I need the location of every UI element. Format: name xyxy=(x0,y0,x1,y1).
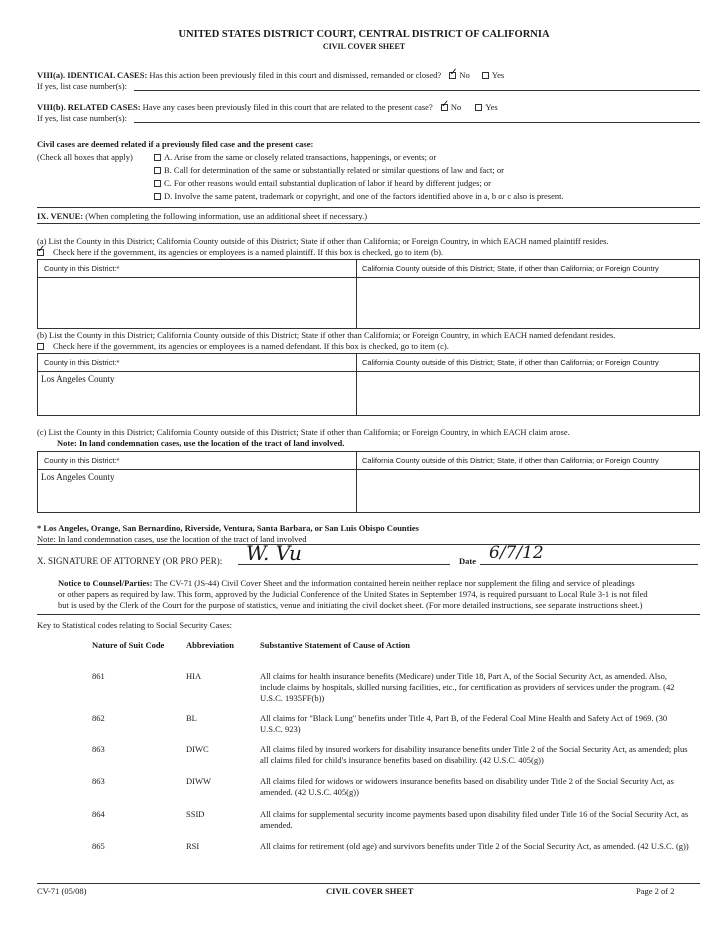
county-header: County in this District:* xyxy=(44,358,120,367)
related-cases-row xyxy=(37,102,498,112)
option-b-checkbox[interactable] xyxy=(154,167,161,174)
related-option-a: A. Arise from the same or closely related transactions, happenings, or events; or xyxy=(154,152,436,162)
venue-a-instructions: (a) List the County in this District; California County outside of this District; State if other than California; or Foreign Country, in which EACH named plaintiff resides. xyxy=(37,236,609,246)
option-d-checkbox[interactable] xyxy=(154,193,161,200)
venue-b-gov-row: Check here if the government, its agencies or employees is a named defendant. If this box is checked, go to item (c). xyxy=(37,341,449,351)
row-code: 863 xyxy=(92,744,105,754)
identical-no-label: No xyxy=(459,70,470,80)
venue-note: (When completing the following information, use an additional sheet if necessary.) xyxy=(85,211,368,221)
row-code: 864 xyxy=(92,809,105,819)
row-abbr: DIWC xyxy=(186,744,209,754)
related-no-checkbox[interactable] xyxy=(441,104,448,111)
identical-no-checkbox[interactable] xyxy=(449,72,456,79)
row-statement: All claims for health insurance benefits (Medicare) under Title 18, Part A, of the Social Security Act, as amended. Also, include claims by hospitals, skilled nursing facilities, etc., for certification as providers of services under the program. (42 U.S.C. 1935FF(b)) xyxy=(260,671,675,703)
col-header-statement: Substantive Statement of Cause of Action xyxy=(260,640,410,650)
outside-county-header: California County outside of this District; State, if other than California; or Foreign Country xyxy=(362,358,659,367)
row-code: 861 xyxy=(92,671,105,681)
related-yes-checkbox[interactable] xyxy=(475,104,482,111)
stats-key: Key to Statistical codes relating to Social Security Cases: xyxy=(37,620,232,630)
notice-line-3: but is used by the Clerk of the Court for the purpose of statistics, venue and initiating the civil docket sheet. (For more detailed instructions, see separate instructions sheet.) xyxy=(58,600,643,610)
related-option-d: D. Involve the same patent, trademark or copyright, and one of the factors identified above in a, b or c also is present. xyxy=(154,191,564,201)
row-abbr: HIA xyxy=(186,671,202,681)
venue-heading: IX. VENUE: xyxy=(37,211,84,221)
row-statement: All claims for retirement (old age) and survivors benefits under Title 2 of the Social Security Act, as amended. (42 U.S.C. (g)) xyxy=(260,841,689,851)
venue-b-instructions: (b) List the County in this District; California County outside of this District; State if other than California; or Foreign Country, in which EACH named defendant resides. xyxy=(37,330,616,340)
related-option-b: B. Call for determination of the same or substantially related or similar questions of law and fact; or xyxy=(154,165,504,175)
identical-yes-checkbox[interactable] xyxy=(482,72,489,79)
footer-page-number: Page 2 of 2 xyxy=(636,886,675,896)
related-case-number-field[interactable] xyxy=(134,122,700,123)
row-code: 862 xyxy=(92,713,105,723)
related-case-number-label: If yes, list case number(s): xyxy=(37,113,127,123)
row-abbr: RSI xyxy=(186,841,200,851)
related-yes-label: Yes xyxy=(485,102,498,112)
footer-form-number: CV-71 (05/08) xyxy=(37,886,87,896)
identical-cases-label: VIII(a). IDENTICAL CASES: xyxy=(37,70,148,80)
defendant-county-field[interactable]: Los Angeles County xyxy=(41,374,115,384)
divider xyxy=(37,544,700,545)
land-condemnation-note: Note: In land condemnation cases, use the location of the tract of land involved xyxy=(37,534,307,544)
row-abbr: DIWW xyxy=(186,776,212,786)
footer-divider xyxy=(37,883,700,884)
col-header-abbr: Abbreviation xyxy=(186,640,235,650)
identical-case-number-field[interactable] xyxy=(134,90,700,91)
gov-plaintiff-checkbox[interactable] xyxy=(37,249,44,256)
outside-county-header: California County outside of this District; State, if other than California; or Foreign Country xyxy=(362,264,659,273)
claim-county-field[interactable]: Los Angeles County xyxy=(41,472,115,482)
divider xyxy=(37,207,700,208)
notice-line-2: or other papers as required by law. This form, approved by the Judicial Conference of the United States in September 1974, is required pursuant to Local Rule 3-1 is not filed xyxy=(58,589,648,599)
counties-footnote: * Los Angeles, Orange, San Bernardino, Riverside, Ventura, Santa Barbara, or San Luis Obispo Counties xyxy=(37,523,419,533)
row-statement: All claims filed for widows or widowers insurance benefits based on disability under Title 2 of the Social Security Act, as amended. (42 U.S.C. 405(g)) xyxy=(260,776,674,797)
row-statement: All claims for "Black Lung" benefits under Title 4, Part B, of the Federal Coal Mine Health and Safety Act of 1969. (30 U.S.C. 923) xyxy=(260,713,668,734)
footer-title: CIVIL COVER SHEET xyxy=(326,886,414,896)
related-option-c: C. For other reasons would entail substantial duplication of labor if heard by different judges; or xyxy=(154,178,491,188)
court-title: UNITED STATES DISTRICT COURT, CENTRAL DISTRICT OF CALIFORNIA xyxy=(178,29,550,40)
signature-label: X. SIGNATURE OF ATTORNEY (OR PRO PER): xyxy=(37,556,223,566)
identical-cases-row xyxy=(37,70,504,80)
divider xyxy=(37,614,700,615)
divider xyxy=(37,223,700,224)
identical-case-number-label: If yes, list case number(s): xyxy=(37,81,127,91)
row-statement: All claims filed by insured workers for disability insurance benefits under Title 2 of the Social Security Act, as amended; plus all claims filed for child's insurance benefits based on disability. (42 U.S.C. 405(g)) xyxy=(260,744,688,765)
attorney-signature[interactable]: W. Vu xyxy=(246,541,302,565)
county-header: County in this District:* xyxy=(44,264,120,273)
notice-line-1: Notice to Counsel/Parties: The CV-71 (JS-44) Civil Cover Sheet and the information contained herein neither replace nor supplement the filing and service of pleadings xyxy=(58,578,635,588)
related-cases-question: Have any cases been previously filed in this court that are related to the present case? xyxy=(142,102,433,112)
venue-c-table xyxy=(37,451,700,513)
row-code: 863 xyxy=(92,776,105,786)
date-label: Date xyxy=(459,556,476,566)
row-abbr: BL xyxy=(186,713,197,723)
gov-defendant-checkbox[interactable] xyxy=(37,343,44,350)
venue-a-gov-row: ✓Check here if the government, its agencies or employees is a named plaintiff. If this box is checked, go to item (b). xyxy=(37,247,443,257)
related-criteria-heading: Civil cases are deemed related if a previously filed case and the present case: xyxy=(37,139,314,149)
date-line xyxy=(480,564,698,565)
identical-yes-label: Yes xyxy=(491,70,505,80)
related-cases-label: VIII(b). RELATED CASES: xyxy=(37,102,141,112)
signature-date[interactable]: 6/7/12 xyxy=(489,543,544,563)
county-header: County in this District:* xyxy=(44,456,120,465)
venue-c-note: Note: In land condemnation cases, use the location of the tract of land involved. xyxy=(57,438,345,448)
venue-c-instructions: (c) List the County in this District; California County outside of this District; State if other than California; or Foreign Country, in which EACH claim arose. xyxy=(37,427,570,437)
outside-county-header: California County outside of this District; State, if other than California; or Foreign Country xyxy=(362,456,659,465)
form-title: CIVIL COVER SHEET xyxy=(322,42,406,51)
venue-b-table xyxy=(37,353,700,416)
related-no-label: No xyxy=(450,102,462,112)
row-abbr: SSID xyxy=(186,809,205,819)
row-code: 865 xyxy=(92,841,105,851)
option-a-checkbox[interactable] xyxy=(154,154,161,161)
venue-a-table xyxy=(37,259,700,329)
option-c-checkbox[interactable] xyxy=(154,180,161,187)
venue-heading-row xyxy=(37,211,367,221)
row-statement: All claims for supplemental security income payments based upon disability filed under Title 16 of the Social Security Act, as amended. xyxy=(260,809,689,830)
check-all-label: (Check all boxes that apply) xyxy=(37,152,133,162)
identical-cases-question: Has this action been previously filed in this court and dismissed, remanded or closed? xyxy=(149,70,442,80)
col-header-code: Nature of Suit Code xyxy=(92,640,165,650)
